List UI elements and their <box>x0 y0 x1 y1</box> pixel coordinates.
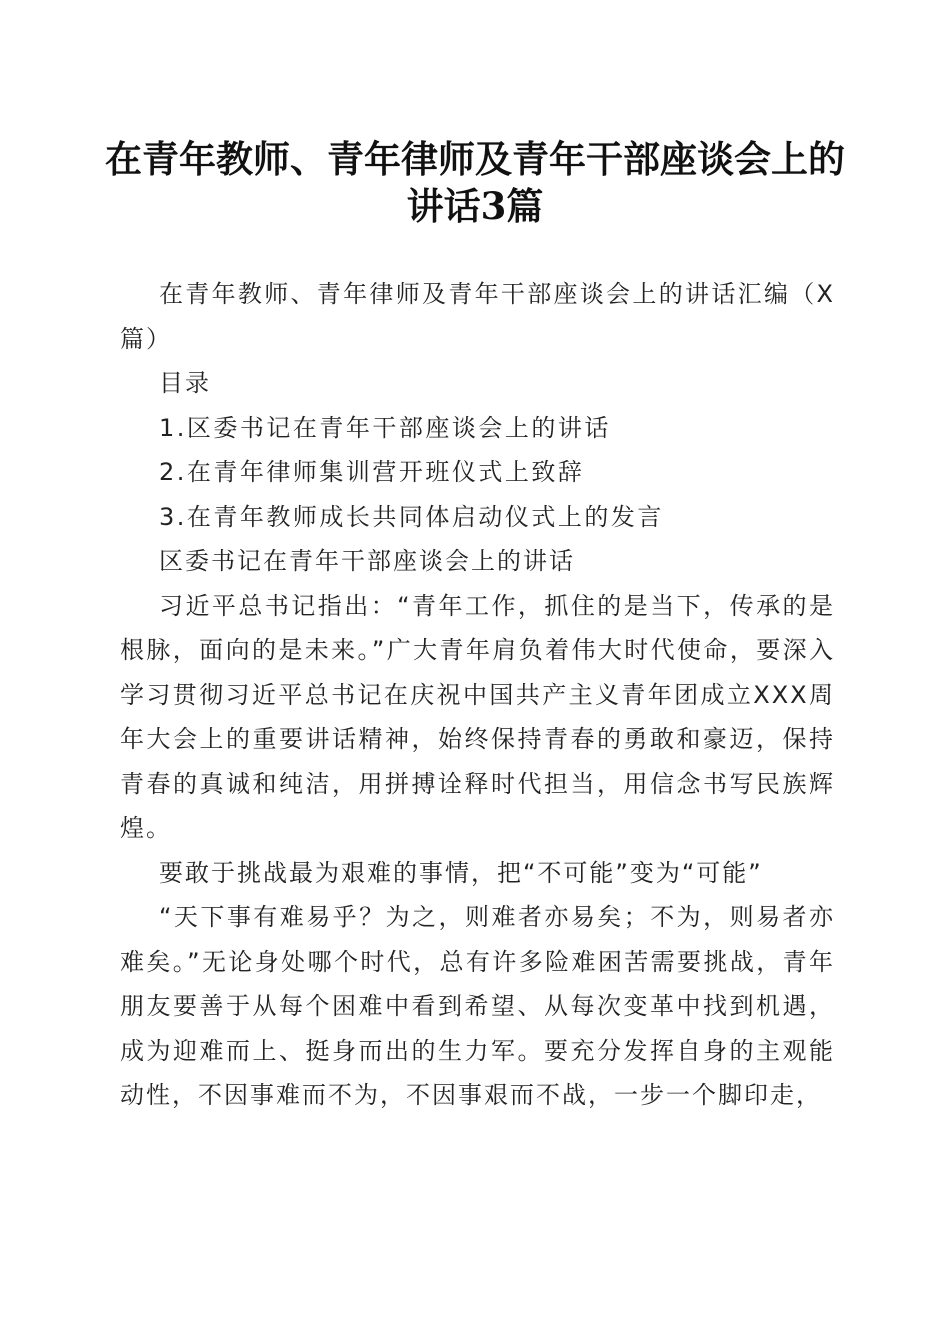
toc-heading: 目录 <box>159 369 211 397</box>
toc-item: 2.在青年律师集训营开班仪式上致辞 <box>159 458 585 486</box>
toc-item: 3.在青年教师成长共同体启动仪式上的发言 <box>159 502 664 531</box>
document-title-line-2: 讲话3篇 <box>406 184 544 228</box>
body-paragraph: “天下事有难易乎？为之，则难者亦易矣；不为，则易者亦难矣。”无论身处哪个时代，总有许多险难困苦需要挑战，青年朋友要善于从每个困难中看到希望、从每次变革中找到机遇，成为迎难而上、挺身而出的生力军。要充分发挥自身的主观能动性，不因事难而不为，不因事艰而不战，一步一个脚印走， <box>120 903 835 1109</box>
document-title-line-1: 在青年教师、青年律师及青年干部座谈会上的 <box>105 137 845 181</box>
body-paragraph: 习近平总书记指出：“青年工作，抓住的是当下，传承的是根脉，面向的是未来。”广大青年肩负着伟大时代使命，要深入学习贯彻习近平总书记在庆祝中国共产主义青年团成立XXX周年大会上的重要讲话精神，始终保持青春的勇敢和豪迈，保持青春的真诚和纯洁，用拼搏诠释时代担当，用信念书写民族辉煌。 <box>120 591 835 842</box>
toc-item: 1.区委书记在青年干部座谈会上的讲话 <box>159 413 611 442</box>
subsection-heading: 要敢于挑战最为艰难的事情，把“不可能”变为“可能” <box>159 858 763 887</box>
section-heading: 区委书记在青年干部座谈会上的讲话 <box>159 547 575 575</box>
compilation-subtitle: 在青年教师、青年律师及青年干部座谈会上的讲话汇编（X篇） <box>120 280 835 353</box>
document-body <box>120 272 835 1118</box>
